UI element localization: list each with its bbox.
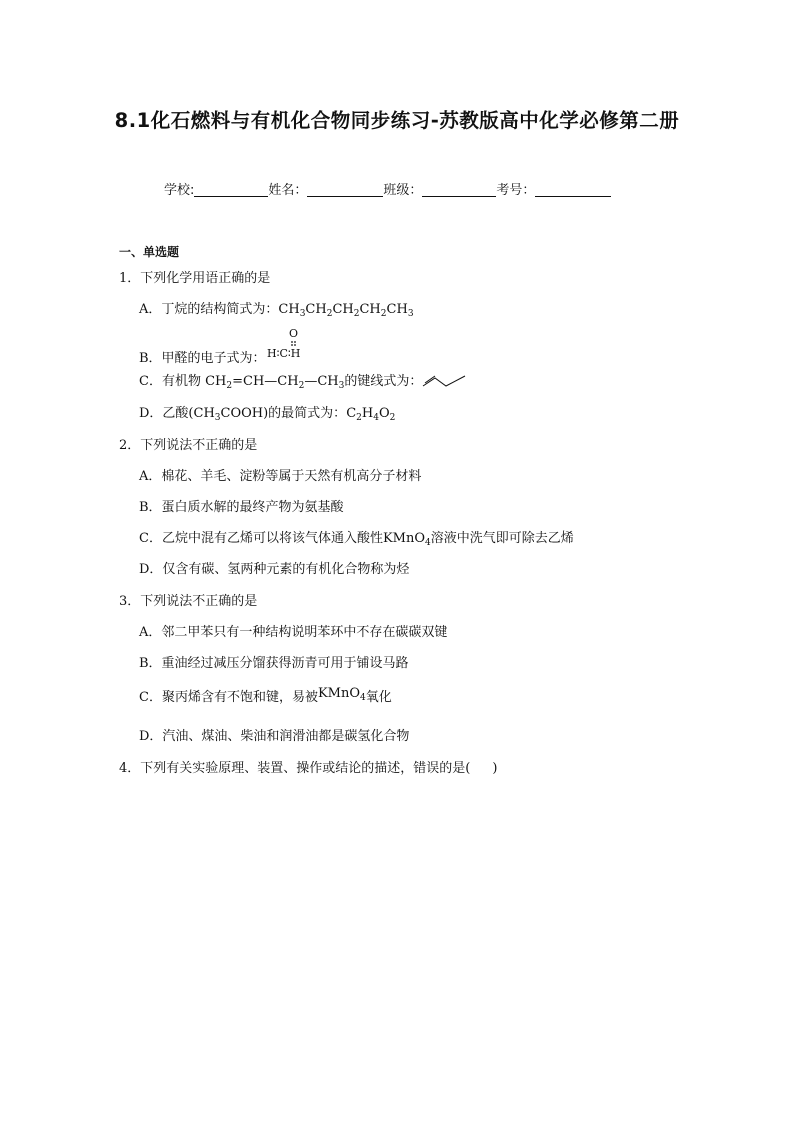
question-2-option-b[interactable]: B．蛋白质水解的最终产物为氨基酸 xyxy=(139,500,344,515)
option-c-suffix: 溶液中洗气即可除去乙烯 xyxy=(430,531,574,546)
question-2-stem: 2．下列说法不正确的是 xyxy=(119,438,258,453)
question-3-option-b[interactable]: B．重油经过减压分馏获得沥青可用于铺设马路 xyxy=(139,656,409,671)
question-1-option-d[interactable] xyxy=(139,405,395,423)
question-2-option-c[interactable] xyxy=(139,530,574,548)
butane-formula: $CH_3CH_2CH_2CH_2CH_3$ xyxy=(278,302,414,319)
option-c-text: C．乙烷中混有乙烯可以将该气体通入酸性 xyxy=(139,531,383,546)
exam-no-label: 考号： xyxy=(496,183,536,198)
question-2-option-d[interactable]: D．仅含有碳、氢两种元素的有机化合物称为烃 xyxy=(139,562,410,577)
question-3-option-a[interactable]: A．邻二甲苯只有一种结构说明苯环中不存在碳碳双键 xyxy=(139,625,448,640)
acetic-acid-formula: $C_2H_4O_2$ xyxy=(346,406,396,423)
formaldehyde-lewis-structure xyxy=(266,327,318,368)
question-3-option-c[interactable] xyxy=(139,686,392,707)
question-1-option-b[interactable] xyxy=(139,327,318,368)
option-d-text: D．乙酸$(CH_3COOH)$的最简式为： xyxy=(139,406,347,423)
option-c-text: C．有机物 xyxy=(139,374,201,389)
lewis-dot xyxy=(294,344,296,346)
student-info-row xyxy=(164,179,611,198)
option-c-suffix: 氧化 xyxy=(365,690,392,705)
skeletal-formula-icon xyxy=(422,374,466,388)
question-4-stem xyxy=(119,760,497,778)
name-blank[interactable] xyxy=(307,182,383,197)
question-1-option-a[interactable] xyxy=(139,301,414,319)
document-title: 8.1化石燃料与有机化合物同步练习-苏教版高中化学必修第二册 xyxy=(114,109,680,132)
question-3-option-d[interactable]: D．汽油、煤油、柴油和润滑油都是碳氢化合物 xyxy=(139,729,410,744)
permanganate-formula: KMnO$_4$ xyxy=(317,686,366,703)
question-2-option-a[interactable]: A．棉花、羊毛、淀粉等属于天然有机高分子材料 xyxy=(139,469,422,484)
school-blank[interactable] xyxy=(194,182,268,197)
option-c-text: C．聚丙烯含有不饱和键，易被 xyxy=(139,690,318,705)
question-1-stem: 1．下列化学用语正确的是 xyxy=(119,271,271,286)
option-a-text: A．丁烷的结构简式为： xyxy=(139,302,279,317)
question-4-text: 4．下列有关实验原理、装置、操作或结论的描述，错误的是( xyxy=(119,761,471,776)
permanganate-formula: KMnO$_4$ xyxy=(382,531,431,548)
butene-formula: $CH_2=CH—CH_2—CH_3$ xyxy=(205,374,345,391)
class-label: 班级： xyxy=(383,183,423,198)
exam-no-blank[interactable] xyxy=(535,182,611,197)
name-label: 姓名： xyxy=(268,183,308,198)
lewis-oxygen: O xyxy=(288,327,298,340)
class-blank[interactable] xyxy=(422,182,496,197)
lewis-dot xyxy=(291,344,293,346)
school-label: 学校: xyxy=(164,183,195,198)
lewis-structure-graphic xyxy=(266,326,318,366)
option-b-text: B．甲醛的电子式为： xyxy=(139,351,266,366)
question-1-option-c[interactable] xyxy=(139,373,466,391)
question-3-stem: 3．下列说法不正确的是 xyxy=(119,594,258,609)
lewis-dot xyxy=(291,341,293,343)
skeletal-bonds xyxy=(423,376,465,386)
option-c-suffix: 的键线式为： xyxy=(344,374,423,389)
lewis-dot xyxy=(294,341,296,343)
section-heading: 一、单选题 xyxy=(119,245,180,259)
question-4-close: ) xyxy=(492,761,498,776)
lewis-row: H∶C∶H xyxy=(266,347,300,360)
